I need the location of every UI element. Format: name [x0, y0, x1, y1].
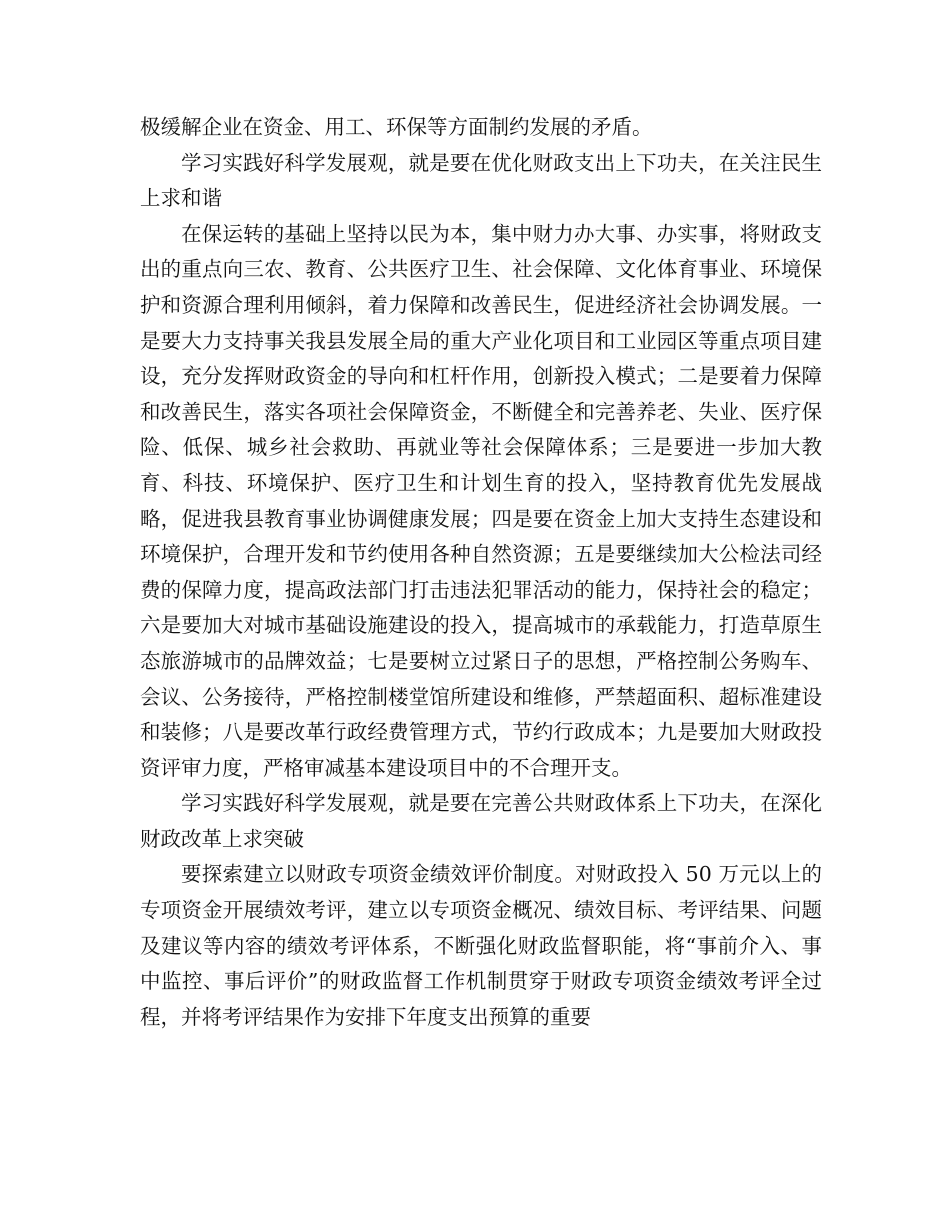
section-heading-expenditure: 学习实践好科学发展观，就是要在优化财政支出上下功夫，在关注民生上求和谐: [140, 150, 822, 211]
document-page: [140, 110, 822, 1035]
paragraph-performance-evaluation: 要探索建立以财政专项资金绩效评价制度。对财政投入 50 万元以上的专项资金开展绩效考评，建立以专项资金概况、绩效目标、考评结果、问题及建议等内容的绩效考评体系，不断强化财政监督职能，将“事前介入、事中监控、事后评价”的财政监督工作机制贯穿于财政专项资金绩效考评全过程，并将考评结果作为安排下年度支出预算的重要: [140, 862, 822, 1029]
paragraph-expenditure-measures: 在保运转的基础上坚持以民为本，集中财力办大事、办实事，将财政支出的重点向三农、教育、公共医疗卫生、社会保障、文化体育事业、环境保护和资源合理利用倾斜，着力保障和改善民生，促进经济社会协调发展。一是要大力支持事关我县发展全局的重大产业化项目和工业园区等重点项目建设，充分发挥财政资金的导向和杠杆作用，创新投入模式；二是要着力保障和改善民生，落实各项社会保障资金，不断健全和完善养老、失业、医疗保险、低保、城乡社会救助、再就业等社会保障体系；三是要进一步加大教育、科技、环境保护、医疗卫生和计划生育的投入，坚持教育优先发展战略，促进我县教育事业协调健康发展；四是要在资金上加大支持生态建设和环境保护，合理开发和节约使用各种自然资源；五是要继续加大公检法司经费的保障力度，提高政法部门打击违法犯罪活动的能力，保持社会的稳定；六是要加大对城市基础设施建设的投入，提高城市的承载能力，打造草原生态旅游城市的品牌效益；七是要树立过紧日子的思想，严格控制公务购车、会议、公务接待，严格控制楼堂馆所建设和维修，严禁超面积、超标准建设和装修；八是要改革行政经费管理方式，节约行政成本；九是要加大财政投资评审力度，严格审减基本建设项目中的不合理开支。: [140, 221, 822, 780]
paragraph-continuation: 极缓解企业在资金、用工、环保等方面制约发展的矛盾。: [140, 115, 653, 139]
section-heading-public-finance: 学习实践好科学发展观，就是要在完善公共财政体系上下功夫，在深化财政改革上求突破: [140, 791, 822, 851]
